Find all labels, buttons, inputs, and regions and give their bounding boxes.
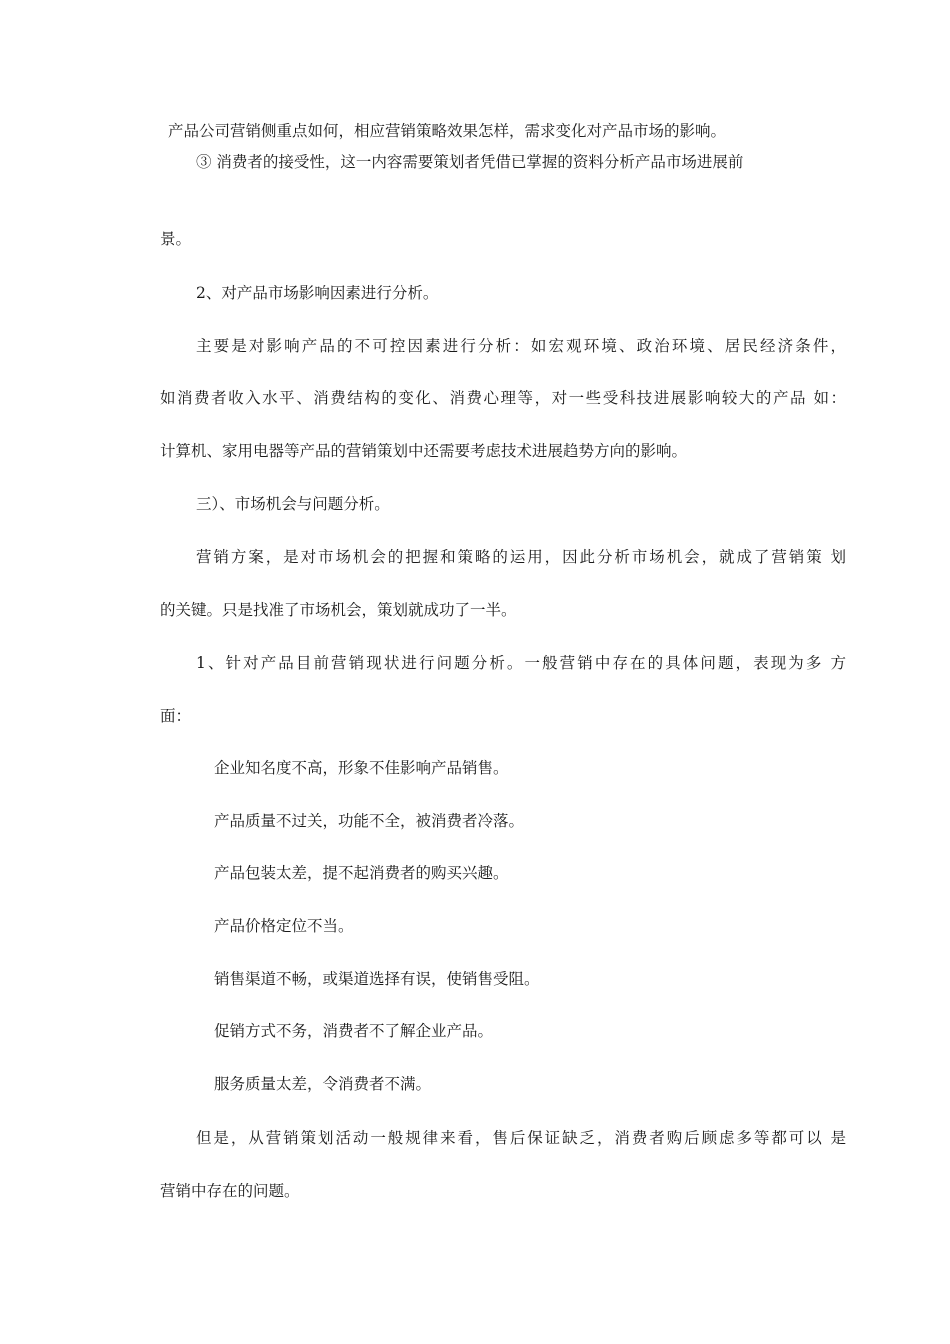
text-line: 营销中存在的问题。 xyxy=(160,1182,300,1200)
text-line: 1、针对产品目前营销现状进行问题分析。一般营销中存在的具体问题，表现为多 方 xyxy=(196,654,846,672)
text-line: 的关键。只是找准了市场机会，策划就成功了一半。 xyxy=(160,601,517,619)
list-item: 企业知名度不高，形象不佳影响产品销售。 xyxy=(214,759,509,777)
text-line: 如消费者收入水平、消费结构的变化、消费心理等，对一些受科技进展影响较大的产品 如： xyxy=(160,389,846,407)
section-heading: 三）、市场机会与问题分析。 xyxy=(196,495,390,513)
list-item: 产品价格定位不当。 xyxy=(214,917,354,935)
text-line: 但是，从营销策划活动一般规律来看，售后保证缺乏，消费者购后顾虑多等都可以 是 xyxy=(196,1129,846,1147)
text-line: 主要是对影响产品的不可控因素进行分析：如宏观环境、政治环境、居民经济条件， xyxy=(196,337,846,355)
list-item: 促销方式不务，消费者不了解企业产品。 xyxy=(214,1022,494,1040)
list-item: 产品质量不过关，功能不全，被消费者冷落。 xyxy=(214,812,525,830)
text-line: ③ 消费者的接受性，这一内容需要策划者凭借已掌握的资料分析产品市场进展前 xyxy=(196,153,744,171)
text-line: 产品公司营销侧重点如何，相应营销策略效果怎样，需求变化对产品市场的影响。 xyxy=(168,122,727,140)
list-item: 销售渠道不畅，或渠道选择有误，使销售受阻。 xyxy=(214,970,540,988)
section-heading: 2、对产品市场影响因素进行分析。 xyxy=(196,284,439,302)
list-item: 产品包装太差，提不起消费者的购买兴趣。 xyxy=(214,864,509,882)
text-line: 面： xyxy=(160,707,192,725)
text-line: 营销方案，是对市场机会的把握和策略的运用，因此分析市场机会，就成了营销策 划 xyxy=(196,548,846,566)
text-line: 景。 xyxy=(160,230,192,248)
list-item: 服务质量太差，令消费者不满。 xyxy=(214,1075,432,1093)
text-line: 计算机、家用电器等产品的营销策划中还需要考虑技术进展趋势方向的影响。 xyxy=(160,442,688,460)
